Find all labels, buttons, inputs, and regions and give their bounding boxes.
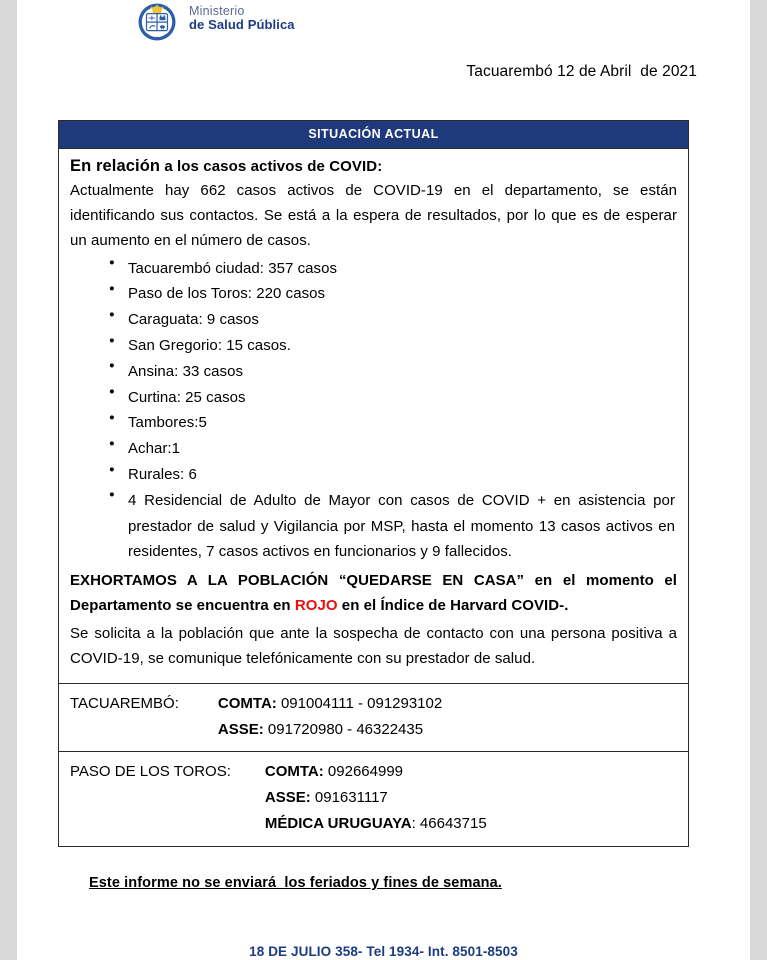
contact-numbers-list [247,759,677,836]
contact-phone-number: 091004111 - 091293102 [276,694,443,712]
contact-phone-number: 091720980 - 46322435 [263,720,424,738]
contact-location-label: PASO DE LOS TOROS: [70,763,231,781]
active-cases-heading [70,157,677,176]
contact-entry [265,785,677,811]
list-item: ● Achar:1 [128,436,677,462]
exhortation-paragraph [70,569,677,619]
contact-entry [265,811,677,837]
document-header [17,0,750,46]
contact-provider-label: COMTA: [264,763,324,781]
ministry-wordmark [189,4,295,33]
contact-phone-number: : 46643715 [411,814,487,832]
contact-provider-label: COMTA: [217,694,277,712]
uruguay-coat-of-arms-icon [135,1,179,43]
heading-rest: a los casos activos de COVID: [160,158,383,175]
footer-notice: Este informe no se enviará los feriados y fines de semana. [89,875,502,891]
contact-block-paso-de-los-toros [59,751,688,845]
closing-paragraph: Se solicita a la población que ante la sospecha de contacto con una persona positiva a COVID-19, se comunique telefónicamente con su prestador de salud. [70,625,677,667]
contact-entry [218,691,677,717]
list-item: ● Caraguata: 9 casos [128,307,677,333]
contact-phone-number: 092664999 [323,763,404,781]
contact-entry [265,759,677,785]
list-item: ● Paso de los Toros: 220 casos [128,281,677,307]
report-table [58,120,689,847]
contact-provider-label: MÉDICA URUGUAYA [264,814,412,832]
list-item: ● Rurales: 6 [128,462,677,488]
contact-phone-number: 091631117 [310,789,388,807]
list-item: ● Ansina: 33 casos [128,359,677,385]
list-item-residential-note: ● 4 Residencial de Adulto de Mayor con casos de COVID + en asistencia por prestador de salud y Vigilancia por MSP, hasta el momento 13 casos activos en residentes, 7 casos activos en funcionarios y 9 fallecidos. [128,488,677,565]
list-item: ● Curtina: 25 casos [128,385,677,411]
exhortation-text-part-1: EXHORTAMOS A LA POBLACIÓN “QUEDARSE EN CASA” en el momento el Departamento se encuentra en [70,572,677,615]
contact-provider-label: ASSE: [264,789,311,807]
intro-paragraph: Actualmente hay 662 casos activos de COVID-19 en el departamento, se están identificando sus contactos. Se está a la espera de resultados, por lo que es de esperar un aumento en el número de casos. [70,182,677,249]
exhortation-text-part-2: en el Índice de Harvard COVID-. [337,597,569,615]
ministry-line-1: Ministerio [189,4,245,18]
ministry-line-2: de Salud Pública [189,17,295,32]
list-item: ● Tacuarembó ciudad: 357 casos [128,256,677,282]
contact-provider-label: ASSE: [217,720,264,738]
document-page [17,0,750,960]
cases-by-locality-list [70,256,677,566]
contact-numbers-list [195,691,677,743]
footer-address: 18 DE JULIO 358- Tel 1934- Int. 8501-8503 [249,944,518,959]
section-title-situacion-actual: SITUACIÓN ACTUAL [59,121,688,149]
status-level-rojo: ROJO [294,597,338,615]
document-date: Tacuarembó 12 de Abril de 2021 [466,63,697,80]
heading-emphasis: En relación [70,157,161,175]
contact-location-label: TACUAREMBÓ: [70,694,179,712]
contact-entry [218,717,677,743]
contact-block-tacuarembo [59,683,688,752]
situacion-actual-body [59,149,688,683]
list-item: ● San Gregorio: 15 casos. [128,333,677,359]
list-item: ● Tambores:5 [128,410,677,436]
